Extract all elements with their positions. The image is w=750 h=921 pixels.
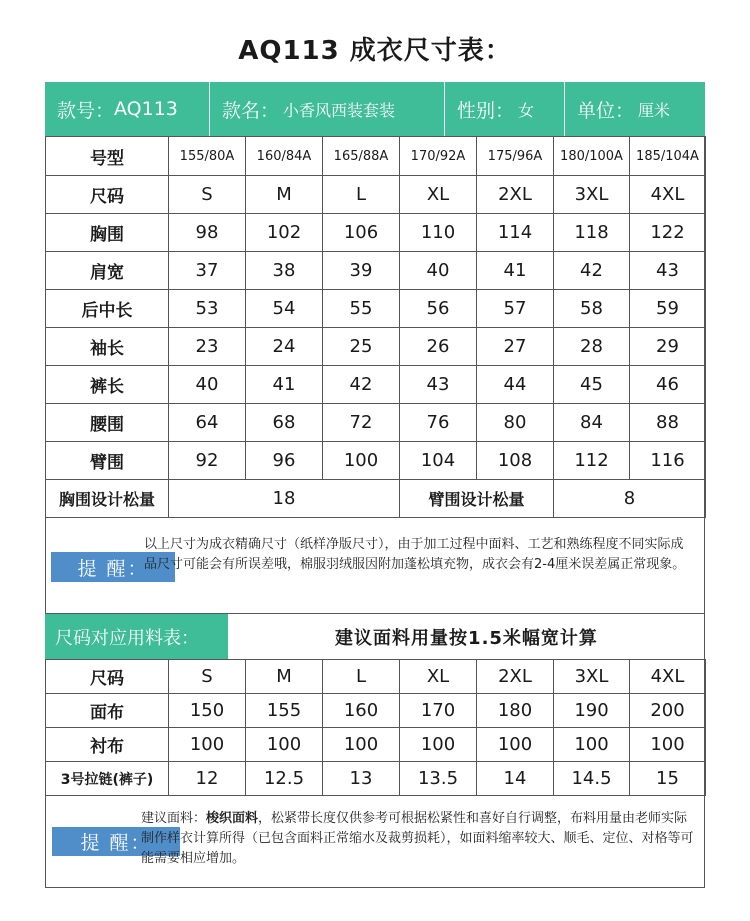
unit-value: 厘米 (638, 100, 671, 120)
fabric-table-cell: 14 (477, 762, 554, 796)
size-table-row-label: 臂围 (46, 442, 169, 480)
size-table-cell: 96 (246, 442, 323, 480)
size-table-cell: 45 (554, 366, 630, 404)
size-table-row-label: 肩宽 (46, 252, 169, 290)
reminder-badge-2: 提 醒： (52, 827, 180, 856)
size-table-cell: 43 (400, 366, 477, 404)
size-table-cell: 76 (400, 404, 477, 442)
fabric-table-row (46, 762, 706, 796)
size-table-cell: S (169, 176, 246, 214)
size-table-cell: 42 (554, 252, 630, 290)
fabric-table-cell: 12 (169, 762, 246, 796)
fabric-table-cell: 150 (169, 694, 246, 728)
size-table-cell: 40 (169, 366, 246, 404)
size-table-cell: 160/84A (246, 137, 323, 176)
size-table-row-label: 裤长 (46, 366, 169, 404)
style-name-label: 款名： (222, 99, 280, 122)
fabric-table-cell: 13 (323, 762, 400, 796)
size-table-cell: 40 (400, 252, 477, 290)
chest-ease-value: 18 (169, 480, 400, 518)
size-table-cell: 56 (400, 290, 477, 328)
gender-cell (445, 82, 565, 136)
fabric-table-row-label: 3号拉链(裤子) (46, 762, 169, 796)
fabric-table-cell: 160 (323, 694, 400, 728)
fabric-table-label: 尺码对应用料表： (45, 614, 228, 659)
fabric-table-cell: 100 (246, 728, 323, 762)
size-table-row-label: 腰围 (46, 404, 169, 442)
size-table-row (46, 442, 706, 480)
size-table-cell: 23 (169, 328, 246, 366)
size-table-cell: 118 (554, 214, 630, 252)
size-table-cell: 44 (477, 366, 554, 404)
size-table-cell: 29 (630, 328, 706, 366)
style-no-cell (45, 82, 210, 136)
size-table-cell: 2XL (477, 176, 554, 214)
size-table-cell: 28 (554, 328, 630, 366)
size-table-cell: 100 (323, 442, 400, 480)
arm-ease-label: 臂围设计松量 (400, 480, 554, 518)
size-table-cell: 25 (323, 328, 400, 366)
size-table-cell: 41 (246, 366, 323, 404)
size-table-cell: 80 (477, 404, 554, 442)
size-table-cell: 98 (169, 214, 246, 252)
size-table-row-label: 胸围 (46, 214, 169, 252)
size-table-cell: 42 (323, 366, 400, 404)
size-table-cell: 4XL (630, 176, 706, 214)
fabric-table-cell: 12.5 (246, 762, 323, 796)
size-table-cell: 38 (246, 252, 323, 290)
ease-row (46, 480, 706, 518)
size-table-cell: 92 (169, 442, 246, 480)
size-table-cell: 114 (477, 214, 554, 252)
fabric-table-row-label: 尺码 (46, 660, 169, 694)
size-table-cell: 57 (477, 290, 554, 328)
fabric-table-cell: 100 (554, 728, 630, 762)
fabric-table-cell: 2XL (477, 660, 554, 694)
arm-ease-value: 8 (554, 480, 706, 518)
chest-ease-label: 胸围设计松量 (46, 480, 169, 518)
size-table-cell: 59 (630, 290, 706, 328)
unit-cell (565, 82, 705, 136)
size-table-cell: 27 (477, 328, 554, 366)
fabric-table-cell: 155 (246, 694, 323, 728)
reminder-box-2 (45, 795, 705, 888)
size-table-cell: 43 (630, 252, 706, 290)
size-table-row-label: 袖长 (46, 328, 169, 366)
fabric-table-cell: 170 (400, 694, 477, 728)
size-table-cell: M (246, 176, 323, 214)
size-table-cell: 84 (554, 404, 630, 442)
size-table-row (46, 366, 706, 404)
fabric-table-cell: 100 (400, 728, 477, 762)
fabric-table-row-label: 衬布 (46, 728, 169, 762)
fabric-table-cell: 180 (477, 694, 554, 728)
fabric-table-row (46, 728, 706, 762)
size-table-cell: 55 (323, 290, 400, 328)
fabric-table-cell: 4XL (630, 660, 706, 694)
size-table-cell: 58 (554, 290, 630, 328)
size-table-row (46, 252, 706, 290)
fabric-table-row (46, 660, 706, 694)
reminder-text-2-bold: 梭织面料 (206, 811, 259, 826)
fabric-header-bar (45, 614, 705, 660)
size-table-cell: 165/88A (323, 137, 400, 176)
fabric-table-cell: 15 (630, 762, 706, 796)
reminder-text-1: 以上尺寸为成衣精确尺寸（纸样净版尺寸），由于加工过程中面料、工艺和熟练程度不同实际成品尺寸可能会有所误差哦，棉服羽绒服因附加蓬松填充物，成衣会有2-4厘米误差属正常现象。 (144, 537, 686, 572)
size-table-cell: XL (400, 176, 477, 214)
fabric-table-row-label: 面布 (46, 694, 169, 728)
size-table-cell: 102 (246, 214, 323, 252)
size-table-cell: 122 (630, 214, 706, 252)
fabric-table-cell: 100 (477, 728, 554, 762)
size-table-cell: 110 (400, 214, 477, 252)
size-table-row-label: 后中长 (46, 290, 169, 328)
reminder-badge-1: 提 醒： (51, 552, 175, 582)
reminder-box-1 (45, 513, 705, 614)
size-table-row (46, 214, 706, 252)
size-table-row (46, 137, 706, 176)
gender-label: 性别： (457, 99, 515, 122)
size-table-cell: 64 (169, 404, 246, 442)
size-table-row (46, 404, 706, 442)
product-header-bar (45, 82, 705, 136)
style-name-cell (210, 82, 445, 136)
reminder-text-2 (141, 809, 697, 869)
style-no-label: 款号： (57, 99, 115, 122)
size-table-cell: 68 (246, 404, 323, 442)
fabric-table-cell: M (246, 660, 323, 694)
size-table-cell: 88 (630, 404, 706, 442)
reminder-text-2-rest: ，松紧带长度仅供参考可根据松紧性和喜好自行调整，布料用量由老师实际制作样衣计算所得（已包含面料正常缩水及裁剪损耗），如面料缩率较大、顺毛、定位、对格等可能需要相应增加。 (141, 811, 694, 866)
fabric-table-cell: S (169, 660, 246, 694)
size-table-row (46, 290, 706, 328)
fabric-table-row (46, 694, 706, 728)
size-table-cell: 41 (477, 252, 554, 290)
size-table-cell: 170/92A (400, 137, 477, 176)
unit-label: 单位： (577, 99, 635, 122)
reminder-text-2-prefix: 建议面料： (141, 811, 207, 826)
size-table-cell: 53 (169, 290, 246, 328)
size-table-cell: 175/96A (477, 137, 554, 176)
style-no-value: AQ113 (114, 98, 178, 120)
size-table-cell: 185/104A (630, 137, 706, 176)
size-table-cell: 108 (477, 442, 554, 480)
size-table-cell: 112 (554, 442, 630, 480)
fabric-table-cell: 100 (323, 728, 400, 762)
size-table-cell: 180/100A (554, 137, 630, 176)
size-table-cell: 39 (323, 252, 400, 290)
gender-value: 女 (518, 100, 535, 120)
size-table-cell: 26 (400, 328, 477, 366)
size-table-row (46, 328, 706, 366)
size-table-cell: 46 (630, 366, 706, 404)
size-table-row (46, 176, 706, 214)
page-title: AQ113 成衣尺寸表： (238, 36, 512, 66)
fabric-table-cell: 100 (169, 728, 246, 762)
size-table-cell: L (323, 176, 400, 214)
size-table-cell: 37 (169, 252, 246, 290)
size-table-cell: 116 (630, 442, 706, 480)
fabric-table-cell: XL (400, 660, 477, 694)
fabric-table-cell: 190 (554, 694, 630, 728)
size-table-cell: 155/80A (169, 137, 246, 176)
size-table-cell: 104 (400, 442, 477, 480)
size-table-row-label: 号型 (46, 137, 169, 176)
size-table-cell: 72 (323, 404, 400, 442)
size-table (45, 136, 706, 518)
size-table-cell: 106 (323, 214, 400, 252)
size-table-cell: 54 (246, 290, 323, 328)
fabric-table-cell: 3XL (554, 660, 630, 694)
fabric-table (45, 659, 706, 796)
fabric-table-cell: 200 (630, 694, 706, 728)
size-table-row-label: 尺码 (46, 176, 169, 214)
size-table-cell: 24 (246, 328, 323, 366)
fabric-table-cell: L (323, 660, 400, 694)
style-name-value: 小香风西装套装 (283, 100, 396, 120)
size-table-cell: 3XL (554, 176, 630, 214)
fabric-table-cell: 13.5 (400, 762, 477, 796)
fabric-table-cell: 14.5 (554, 762, 630, 796)
fabric-width-note: 建议面料用量按1.5米幅宽计算 (335, 627, 598, 649)
fabric-table-cell: 100 (630, 728, 706, 762)
